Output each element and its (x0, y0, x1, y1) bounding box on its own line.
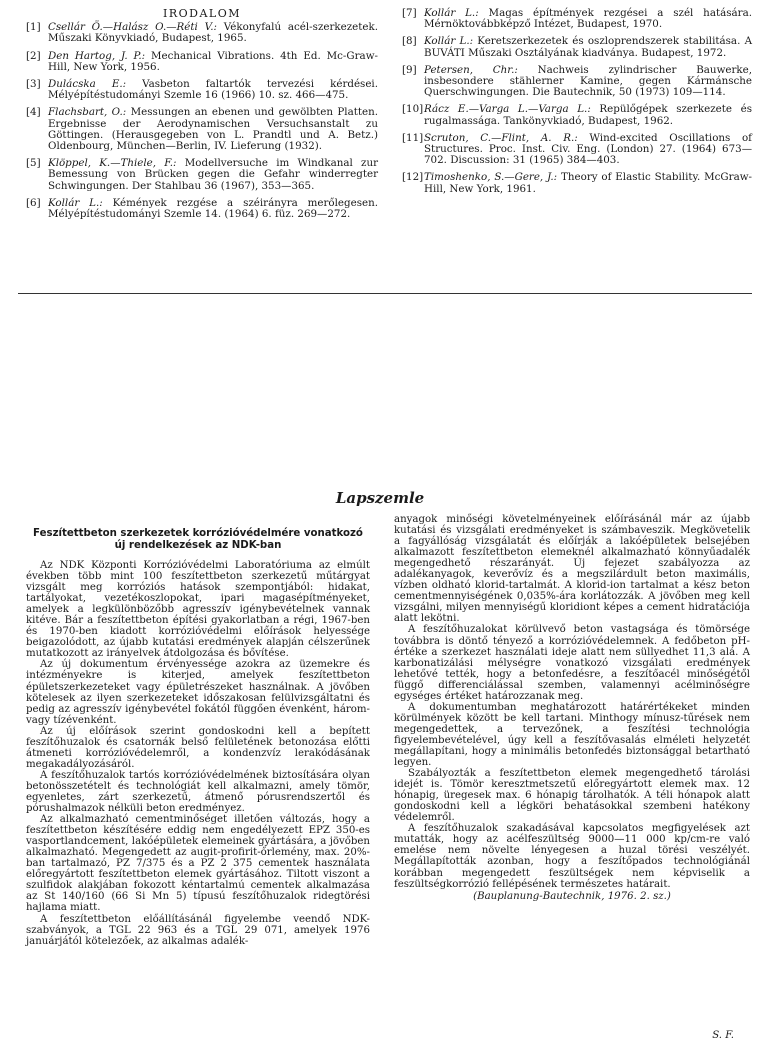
reference-body (48, 198, 378, 220)
article-paragraph: Szabályozták a feszítettbeton elemek megengedhető tárolási idejét is. Tömör keresztmetszetű előregyártott elemek max. 12 hónapig, üregesek max. 6 hónapig tárolhatók. A téli hónapok alatt gondoskodni kell a légköri behatásokkal szembeni hatékony védelemről. (394, 768, 750, 824)
reference-item (402, 133, 752, 167)
author-signature: S. F. (712, 1030, 734, 1041)
reference-item (402, 65, 752, 99)
reference-body (48, 107, 378, 152)
references-left-column (26, 8, 378, 226)
reference-item (26, 79, 378, 101)
references-heading: IRODALOM (163, 7, 241, 20)
reference-body (424, 104, 752, 126)
article-paragraph: Az új előírások szerint gondoskodni kell a bepített feszítőhuzalok és csatornák belső felületének betonozása előtti átmeneti korrózióvédelemről, a kondenzvíz lerakódásának megakadályozásáról. (26, 725, 370, 770)
reference-authors: Flachsbart, O.: (48, 106, 127, 119)
reference-authors: Petersen, Chr.: (424, 63, 518, 76)
reference-item (402, 36, 752, 58)
article-source: (Bauplanung-Bautechnik, 1976. 2. sz.) (473, 890, 671, 902)
reference-authors: Klöppel, K.—Thiele, F.: (48, 157, 177, 170)
article-left-column (26, 528, 370, 947)
reference-body (48, 22, 378, 44)
reference-item (26, 198, 378, 220)
reference-text: Keretszerkezetek és oszloprendszerek stabilitása. A BUVÁTI Műszaki Osztályának kiadványa. Budapest, 1972. (424, 35, 753, 59)
reference-body (48, 79, 378, 101)
article-title-line-2: új rendelkezések az NDK-ban (114, 540, 282, 551)
reference-number: [6] (26, 196, 41, 209)
article-paragraph: A feszítettbeton előállításánál figyelembe veendő NDK-szabványok, a TGL 22 963 és a TGL 29 071, amelyek 1976 januárjától kötelezőek, az alkalmas adalék- (26, 913, 370, 947)
reference-body (48, 158, 378, 192)
reference-item (26, 51, 378, 73)
reference-item (402, 104, 752, 126)
article-paragraph: A feszítőhuzalokat körülvevő beton vastagsága és tömörsége továbbra is döntő tényező a korrózióvédelemnek. A fedőbeton pH-értéke a szerkezet használati ideje alatt nem süllyedhet 11,3 alá. A karbonatizálási mélységre vonatkozó vizsgálati eredmények lehetővé tették, hogy a betonfedésre, a feszítőacél minőségétől függő differenciálással szemben, valamennyi acélminőségre egységes értéket határozzanak meg. (394, 624, 750, 702)
reference-number: [10] (402, 103, 424, 116)
article-paragraph: Az NDK Központi Korrózióvédelmi Laboratóriuma az elmúlt években több mint 100 feszítettbeton szerkezetű műtárgyat vizsgált meg korróziós hatások szempontjából: hidakat, tartályokat, vezetékoszlopokat, ipari magasépítményeket, amelyek a legkülönbözőbb agresszív igénybevételnek vannak kitéve. Bár a feszítettbeton építési gyakorlatban a régi, 1967-ben és 1970-ben kiadott korrózióvédelmi előírások helyessége beigazolódott, az újabb kutatási eredmények alapján célszerűnek mutatkozott az irányelvek átdolgozása és bővítése. (26, 560, 370, 660)
reference-authors: Rácz E.—Varga L.—Varga L.: (424, 103, 591, 116)
reference-item (26, 158, 378, 192)
article-paragraph: A feszítőhuzalok tartós korrózióvédelmének biztosítására olyan betonösszetételt és technológiát kell alkalmazni, amely tömör, egyenletes, zárt szerkezetű, átmenő pórusrendszertől és pórushalmazok nélküli beton eredményez. (26, 769, 370, 815)
reference-text: Repülőgépek szerkezete és rugalmassága. Tankönyvkiadó, Budapest, 1962. (424, 103, 752, 127)
article-paragraph: anyagok minőségi követelményeinek előírásánál már az újabb kutatási és vizsgálati eredményeket is számbaveszik. Megkövetelik a fagyállóság vizsgálatát és előírják a lakóépületek belsejében alkalmazott feszítettbeton elemeknél alkalmazható könnyűadalék megengedhető részarányát. Új fejezet szabályozza az adalékanyagok, keverővíz és a megszilárdult beton maximális, vízben oldható klorid-tartalmát. A klorid-ion tartalmat a kész beton cementmennyiségének 0,035%-ára korlátozzák. A jövőben meg kell vizsgálni, milyen mennyiségű kloridiont képes a cement hidratációja alatt lekötni. (394, 514, 750, 625)
reference-authors: Kollár L.: (424, 7, 479, 19)
reference-body (424, 36, 752, 58)
reference-authors: Kollár L.: (424, 35, 474, 48)
references-right-column (402, 8, 752, 201)
reference-authors: Dulácska E.: (48, 78, 127, 91)
article-paragraph: A feszítőhuzalok szakadásával kapcsolatos megfigyelések azt mutatták, hogy az acélfeszültség 9000—11 000 kp/cm-re való emelése nem növelte lényegesen a huzal törési veszélyét. Megállapították azonban, hogy a feszítőpados technológiánál korábban megengedett feszültségek nem képviselik a feszültségkorrózió fellépésének természetes határait. (394, 823, 750, 890)
reference-text: Modellversuche im Windkanal zur Bemessung von Brücken gegen die Gefahr winderregter Schwingungen. Der Stahlbau 36 (1967), 353—365. (48, 157, 378, 192)
reference-authors: Csellár Ö.—Halász O.—Réti V.: (48, 21, 217, 34)
reference-body (424, 133, 752, 167)
reference-text: Vasbeton faltartók tervezési kérdései. Mélyépítéstudományi Szemle 16 (1966) 10. sz. 466—475. (48, 78, 378, 102)
reference-text: Nachweis zylindrischer Bauwerke, insbesondere stählerner Kamine, gegen Kármánsche Querschwingungen. Die Bautechnik, 50 (1973) 109—114. (424, 63, 753, 99)
reference-body (424, 8, 752, 30)
reference-body (48, 51, 378, 73)
reference-item (26, 107, 378, 152)
reference-number: [2] (26, 49, 41, 62)
reference-authors: Den Hartog, J. P.: (48, 49, 146, 62)
reference-text: Magas építmények rezgései a szél hatására. Mérnöktovábbképző Intézet, Budapest, 1970. (424, 7, 752, 31)
reference-body (424, 172, 752, 194)
reference-item (26, 22, 378, 44)
reference-number: [9] (402, 63, 417, 76)
section-title: Lapszemle (335, 489, 425, 507)
reference-body (424, 65, 752, 99)
reference-item (402, 172, 752, 194)
article-paragraph: Az alkalmazható cementminőséget illetően változás, hogy a feszítettbeton készítésére eddig nem engedélyezett EPZ 350-es vasportlandcement, lakóépületek elemeinek gyártására, a jövőben alkalmazható. Megengedett az augit-profirit-őrlemény, max. 20%-ban tartalmazó, PZ 7/375 és a PZ 2 375 cementek használata előregyártott feszítettbeton elemek gyártásához. Tiltott viszont a szulfidok alakjában fokozott kéntartalmú cementek alkalmazása az St 140/160 (66 Si Mn 5) típusú feszítőhuzalok ridegtörési hajlama miatt. (26, 814, 370, 914)
reference-authors: Scruton, C.—Flint, A. R.: (424, 131, 578, 144)
section-divider (18, 293, 752, 294)
reference-number: [5] (26, 157, 41, 170)
reference-text: Wind-excited Oscillations of Structures. Proc. Inst. Civ. Eng. (London) 27. (1964) 673—702. Discussion: 31 (1965) 384—403. (424, 131, 752, 167)
reference-number: [4] (26, 106, 41, 119)
reference-text: Messungen an ebenen und gewölbten Platten. Ergebnisse der Aerodynamischen Versuchsanstalt zu Göttingen. (Herausgegeben von L. Prandtl und A. Betz.) Oldenbourg, München—Berlin, IV. Lieferung (1932). (48, 106, 378, 153)
article-paragraph: Az új dokumentum érvényessége azokra az üzemekre és intézményekre is kiterjed, amelyek feszítettbeton épületszerkezeteket vagy épületrészeket használnak. A jövőben kötelesek az ilyen szerkezeteket időszakosan felülvizsgáltatni és pedig az agresszív igénybevétel fokától függően évenként, három- vagy tízévenként. (26, 659, 370, 726)
reference-authors: Timoshenko, S.—Gere, J.: (424, 171, 558, 184)
reference-text: Theory of Elastic Stability. McGraw-Hill, New York, 1961. (424, 171, 753, 195)
reference-item (402, 8, 752, 30)
article-title (26, 528, 370, 552)
reference-number: [3] (26, 78, 41, 91)
reference-number: [8] (402, 35, 417, 48)
reference-number: [1] (26, 21, 41, 34)
reference-number: [12] (402, 171, 424, 184)
article-title-line-1: Feszítettbeton szerkezetek korrózióvédelmére vonatkozó (33, 528, 363, 539)
article-paragraph: A dokumentumban meghatározott határértékeket minden körülmények között be kell tartani. Minthogy mínusz-tűrések nem megengedettek, a tervezőnek, a feszítési technológia figyelembevételével, úgy kell a feszítővasalás elméleti helyzetét megállapítani, hogy a minimális betonfedés biztonsággal betartható legyen. (394, 701, 750, 769)
reference-text: Vékonyfalú acél-szerkezetek. Műszaki Könyvkiadó, Budapest, 1965. (48, 21, 378, 45)
reference-text: Mechanical Vibrations. 4th Ed. Mc-Graw-Hill, New York, 1956. (48, 49, 378, 73)
reference-number: [11] (402, 131, 424, 144)
reference-authors: Kollár L.: (48, 196, 103, 209)
article-right-column (394, 514, 750, 902)
reference-text: Kémények rezgése a széirányra merőlegesen. Mélyépítéstudományi Szemle 14. (1964) 6. füz. 269—272. (48, 196, 378, 221)
reference-number: [7] (402, 7, 417, 19)
